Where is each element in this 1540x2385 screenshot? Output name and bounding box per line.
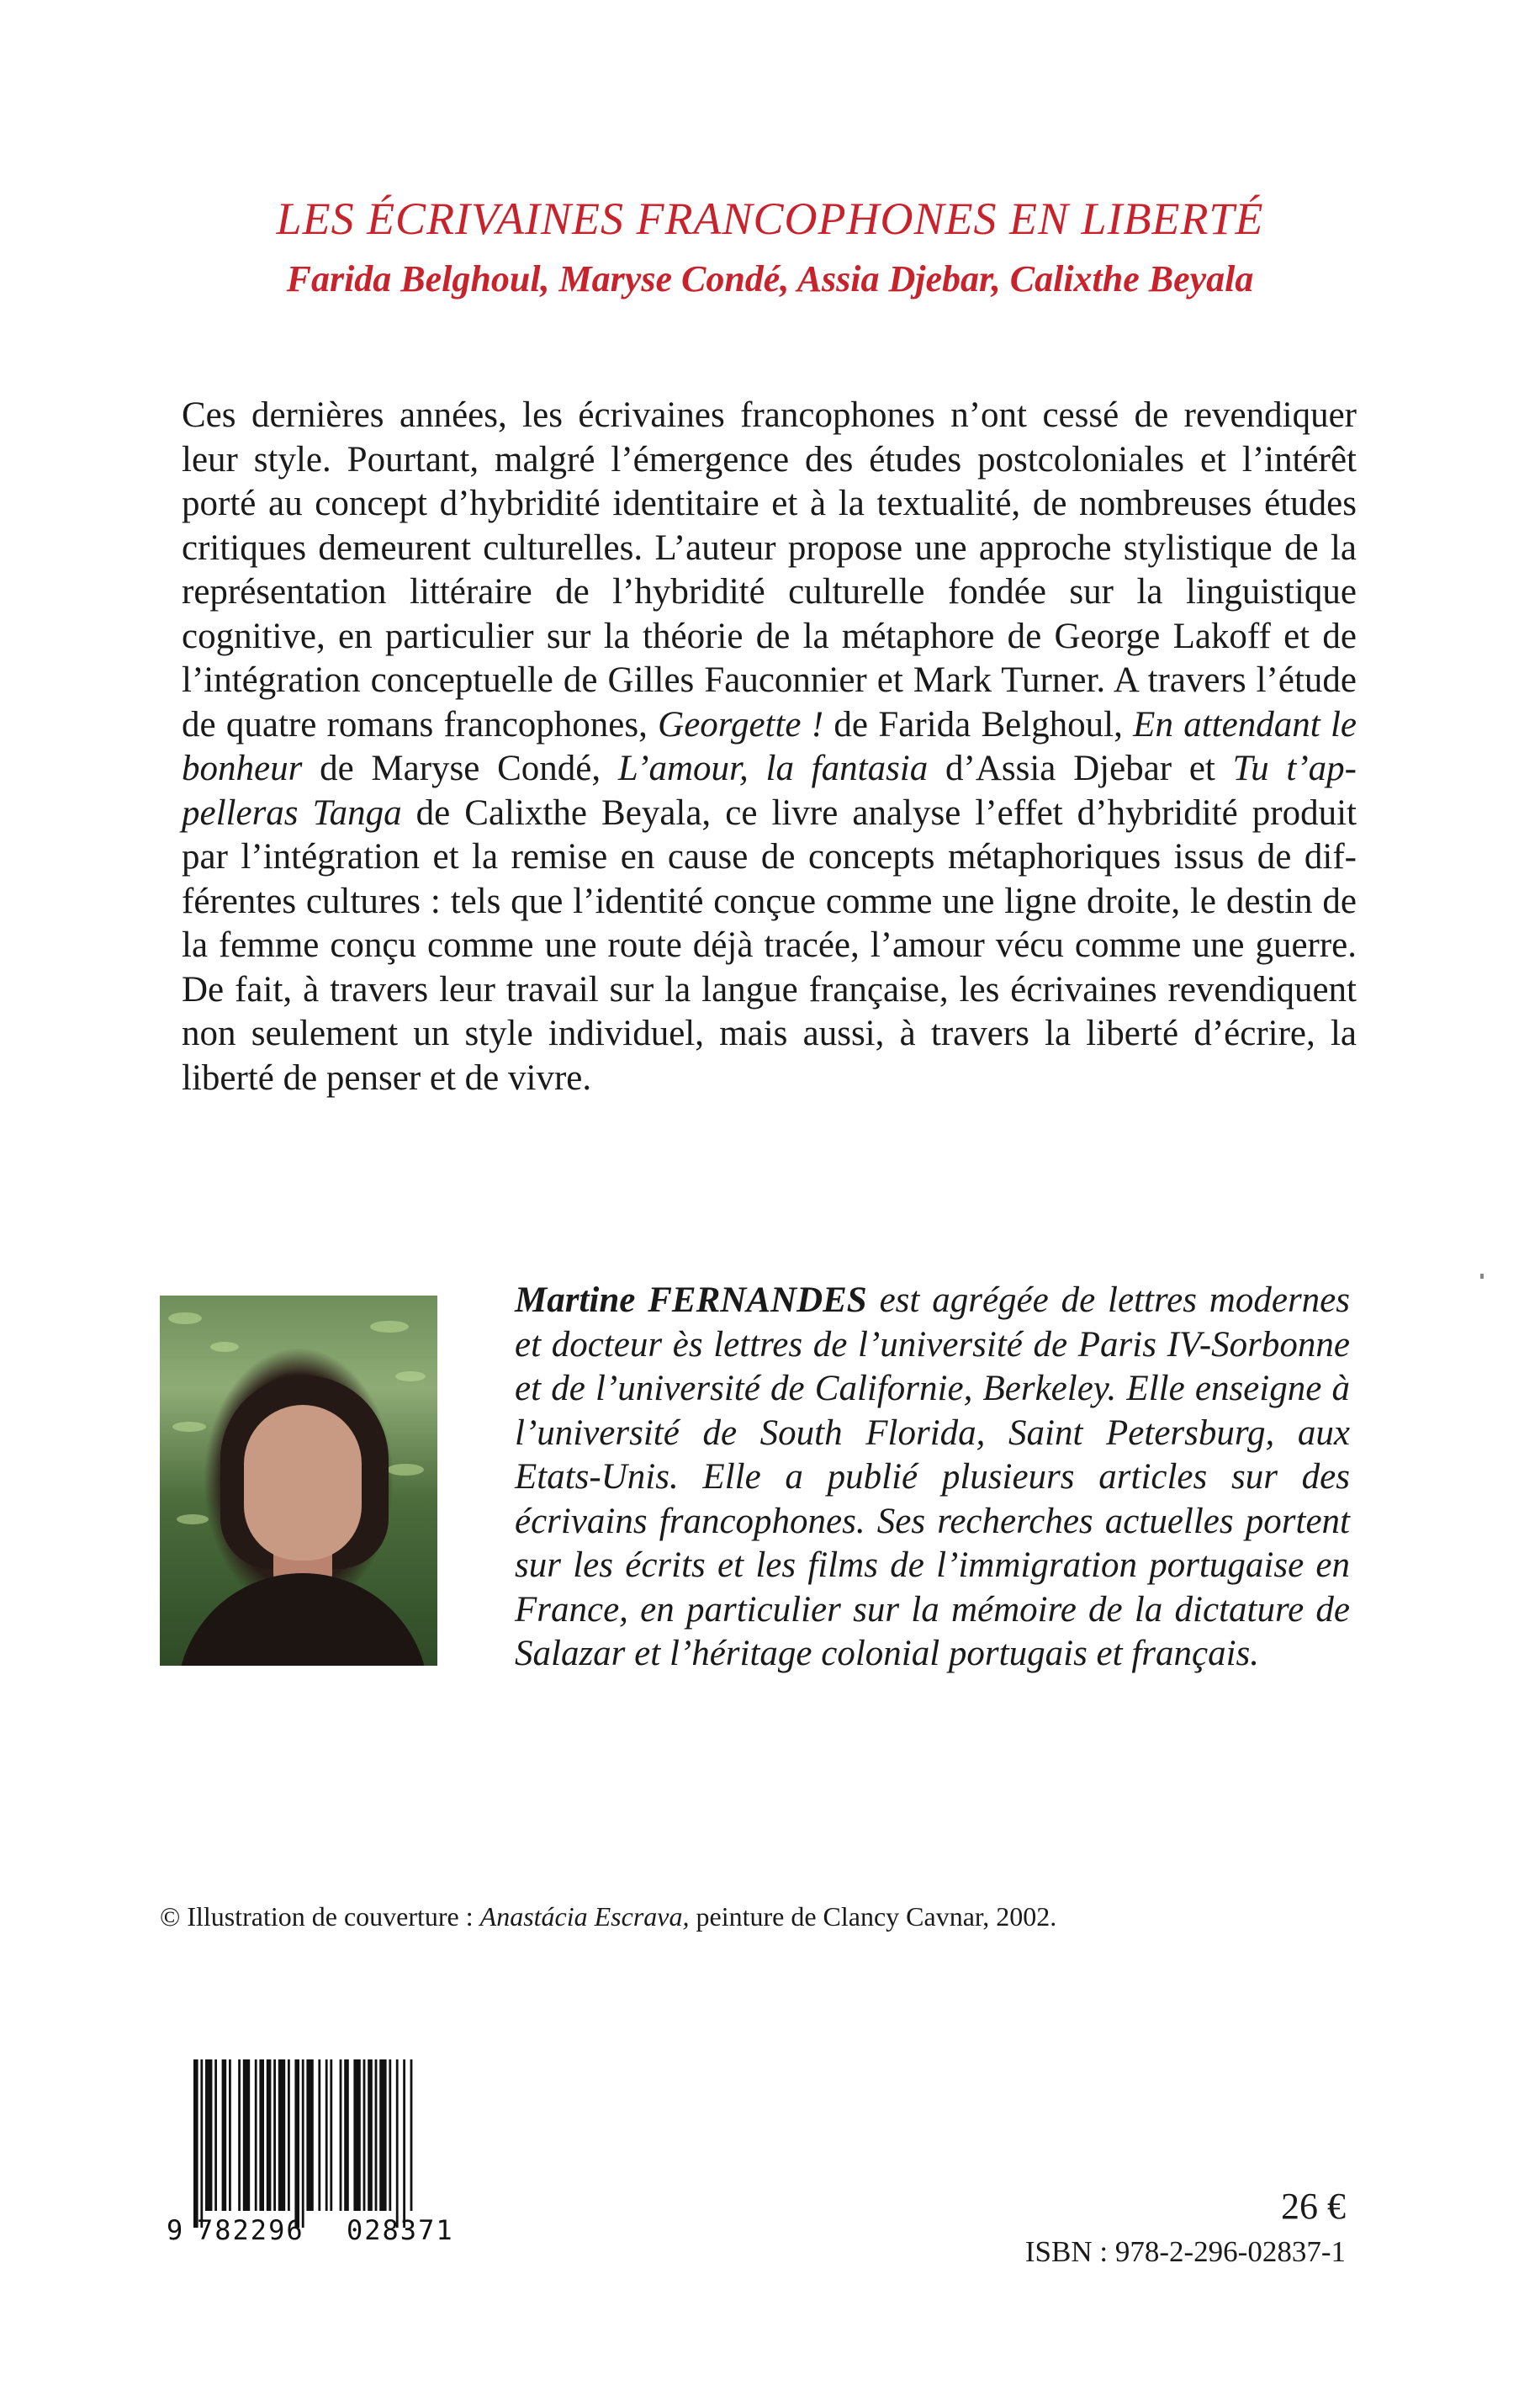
work-title-en-attendant: En attendant le bonheur [182,704,1357,788]
foliage-shape [395,1371,426,1381]
barcode-bar [353,2059,360,2211]
foliage-shape [177,1514,209,1524]
cover-illustration-credit [160,1900,1056,1933]
barcode-bar [288,2059,290,2211]
barcode-bar [368,2059,373,2211]
work-title-amour-fantasia: L’amour, la fantasia [617,749,929,788]
author-bio [515,1279,1350,1677]
summary-part-2: de Farida Belghoul, [823,704,1134,745]
barcode-bar [325,2059,328,2211]
barcode-bar [396,2059,399,2228]
foliage-shape [210,1342,239,1352]
foliage-shape [172,1422,206,1432]
credit-artwork-title: Anastácia Escrava, [479,1901,690,1932]
barcode-bar [389,2059,391,2211]
barcode-bars [193,2059,412,2228]
barcode-bar [330,2059,332,2211]
barcode-bar [222,2059,227,2211]
barcode-bar [340,2059,342,2211]
barcode-bar [243,2059,250,2211]
price: 26 € [1281,2186,1346,2227]
barcode-bar [229,2059,231,2211]
summary-part-4: d’Assia Djebar et [928,749,1233,788]
work-title-georgette: Georgette ! [658,704,824,745]
author-face [244,1405,362,1561]
book-subtitle-authors: Farida Belghoul, Maryse Condé, Assia Djebar, Calixthe Beyala [286,258,1254,299]
author-photo [160,1296,437,1666]
barcode-bar [302,2059,304,2228]
foliage-shape [387,1464,424,1476]
book-title: LES ÉCRIVAINES FRANCOPHONES EN LIBERTÉ [276,193,1264,244]
barcode-bar [200,2059,203,2228]
barcode-bar [379,2059,386,2211]
barcode-bar [294,2059,299,2228]
barcode-digit-first: 9 [167,2214,183,2246]
foliage-shape [168,1312,202,1324]
speck-mark [1480,1274,1484,1279]
credit-suffix: peinture de Clancy Cavnar, 2002. [689,1901,1057,1932]
summary-paragraph [182,394,1357,1100]
summary-part-1: Ces dernières années, les écrivaines francophones n’ont cessé de revendiquer leur style. Pourtant, malgré l’émergence des études postcoloniales et l’intérêt porté au concept d’hybridité identitaire et à la textualité, de nombreuses études critiques demeurent culturelles. L’auteur propose une approche stylistique de la représentation littéraire de l’hybridité culturelle fondée sur la linguistique cognitive, en particulier sur la théorie de la métaphore de George Lakoff et de l’intégration conceptuelle de Gilles Fauconnier et Mark Turner. A travers l’étude de quatre romans francophones, [182,395,1357,745]
barcode-digits-right: 028371 [347,2214,454,2246]
barcode-bar [259,2059,264,2211]
barcode-bar [238,2059,241,2211]
barcode-bar [403,2059,405,2228]
barcode-bar [410,2059,413,2211]
barcode-graphic [160,2053,513,2246]
author-shoulders [177,1573,429,1666]
bio-paragraph [515,1279,1350,1677]
barcode-bar [214,2059,217,2211]
work-title-tanga: Tu t’appelleras Tanga [182,749,1357,833]
bio-text: est agrégée de lettres modernes et docteur ès lettres de l’université de Paris IV-Sorbonne et de l’université de Californie, Berkeley. Elle enseigne à l’université de South Florida, Saint Petersburg, aux Etats-Unis. Elle a publié plusieurs articles sur des écrivains francophones. Ses recherches actuelles portent sur les écrits et les films de l’immigration portugaise en France, en particulier sur la mémoire de la dictature de Salazar et l’héritage colonial portugais et français. [515,1280,1350,1673]
summary-text [182,394,1357,1100]
barcode-bar [344,2059,349,2211]
credit-prefix: © Illustration de couverture : [160,1901,480,1932]
summary-part-3: de Maryse Condé, [302,749,618,788]
barcode-digits-left: 782296 [197,2214,304,2246]
barcode-bar [306,2059,313,2211]
author-name: Martine FERNANDES [515,1280,867,1320]
summary-part-5: de Calixthe Beyala, ce livre analyse l’effet d’hybridité produit par l’intégration et la remise en cause de concepts métaphoriques issus de différentes cultures : tels que l’identité conçue comme une ligne droite, le destin de la femme conçu comme une route déjà tracée, l’amour vécu comme une guerre. De fait, à travers leur travail sur la langue française, les écrivaines revendiquent non seulement un style individuel, mais aussi, à travers la liberté d’écrire, la liberté de penser et de vivre. [182,792,1357,1098]
barcode-bar [363,2059,366,2211]
barcode-bar [267,2059,272,2211]
barcode-bar [273,2059,276,2211]
barcode-bar [375,2059,378,2211]
barcode-bar [255,2059,257,2211]
barcode-bar [193,2059,198,2228]
barcode-bar [278,2059,285,2211]
barcode-bar [318,2059,320,2211]
isbn-barcode [160,2053,513,2246]
isbn-number: ISBN : 978-2-296-02837-1 [1024,2235,1346,2268]
barcode-bar [205,2059,212,2211]
foliage-shape [370,1321,409,1333]
